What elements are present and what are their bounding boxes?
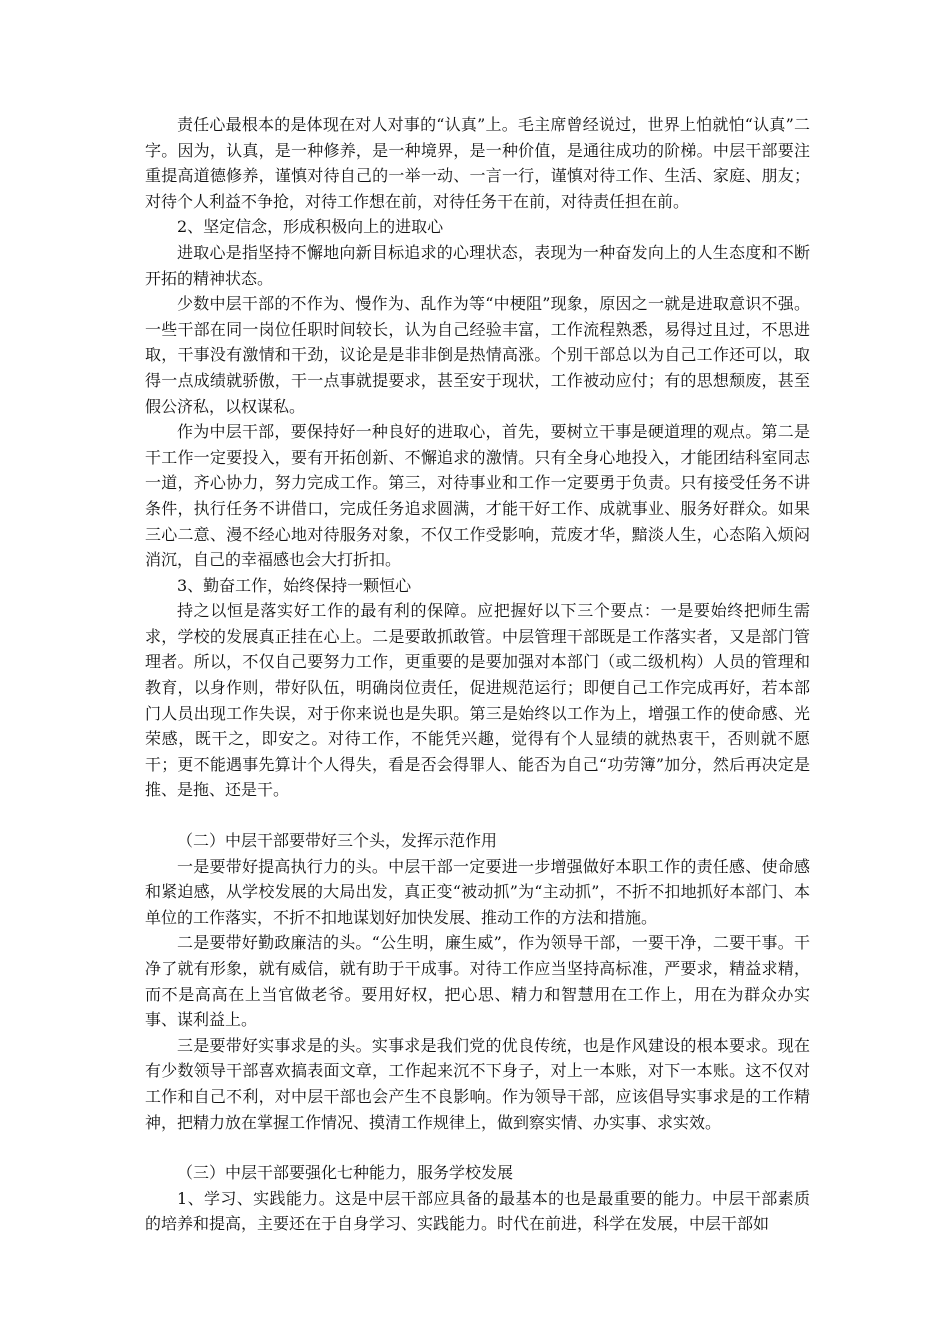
body-paragraph: 作为中层干部，要保持好一种良好的进取心，首先，要树立干事是硬道理的观点。第二是干工作一定要投入，要有开拓创新、不懈追求的激情。只有全身心地投入，才能团结科室同志一道，齐心协力，努力完成工作。第三，对待事业和工作一定要勇于负责。只有接受任务不讲条件，执行任务不讲借口，完成任务追求圆满，才能干好工作、成就事业、服务好群众。如果三心二意、漫不经心地对待服务对象，不仅工作受影响，荒废才华，黯淡人生，心态陷入烦闷消沉，自己的幸福感也会大打折扣。 [145, 422, 810, 570]
section-heading: （二）中层干部要带好三个头，发挥示范作用 [177, 831, 498, 851]
body-paragraph: 责任心最根本的是体现在对人对事的“认真”上。毛主席曾经说过，世界上怕就怕“认真”二字。因为，认真，是一种修养，是一种境界，是一种价值，是通往成功的阶梯。中层干部要注重提高道德修养，谨慎对待自己的一举一动、一言一行，谨慎对待工作、生活、家庭、朋友；对待个人利益不争抢，对待工作想在前，对待任务干在前，对待责任担在前。 [145, 115, 810, 211]
document-body [145, 112, 810, 1237]
body-paragraph: 持之以恒是落实好工作的最有利的保障。应把握好以下三个要点：一是要始终把师生需求，学校的发展真正挂在心上。二是要敢抓敢管。中层管理干部既是工作落实者，又是部门管理者。所以，不仅自己要努力工作，更重要的是要加强对本部门（或二级机构）人员的管理和教育，以身作则，带好队伍，明确岗位责任，促进规范运行；即便自己工作完成再好，若本部门人员出现工作失误，对于你来说也是失职。第三是始终以工作为上，增强工作的使命感、光荣感，既干之，即安之。对待工作，不能凭兴趣，觉得有个人显绩的就热衷干，否则就不愿干；更不能遇事先算计个人得失，看是否会得罪人、能否为自己“功劳簿”加分，然后再决定是推、是拖、还是干。 [145, 601, 810, 800]
body-paragraph: 1、学习、实践能力。这是中层干部应具备的最基本的也是最重要的能力。中层干部素质的培养和提高，主要还在于自身学习、实践能力。时代在前进，科学在发展，中层干部如 [145, 1188, 810, 1234]
body-paragraph: 进取心是指坚持不懈地向新目标追求的心理状态，表现为一种奋发向上的人生态度和不断开拓的精神状态。 [145, 242, 810, 288]
body-paragraph: 一是要带好提高执行力的头。中层干部一定要进一步增强做好本职工作的责任感、使命感和紧迫感，从学校发展的大局出发，真正变“被动抓”为“主动抓”，不折不扣地抓好本部门、本单位的工作落实，不折不扣地谋划好加快发展、推动工作的方法和措施。 [145, 856, 810, 927]
section-heading: （三）中层干部要强化七种能力，服务学校发展 [177, 1163, 514, 1183]
paragraph-gap [145, 1135, 810, 1160]
section-heading: 2、坚定信念，形成积极向上的进取心 [177, 217, 444, 237]
paragraph-gap [145, 803, 810, 828]
body-paragraph: 二是要带好勤政廉洁的头。“公生明，廉生威”，作为领导干部，一要干净，二要干事。干净了就有形象，就有威信，就有助于干成事。对待工作应当坚持高标准，严要求，精益求精，而不是高高在上当官做老爷。要用好权，把心思、精力和智慧用在工作上，用在为群众办实事、谋利益上。 [145, 933, 810, 1030]
body-paragraph: 三是要带好实事求是的头。实事求是我们党的优良传统，也是作风建设的根本要求。现在有少数领导干部喜欢搞表面文章，工作起来沉不下身子，对上一本账，对下一本账。这不仅对工作和自己不利，对中层干部也会产生不良影响。作为领导干部，应该倡导实事求是的工作精神，把精力放在掌握工作情况、摸清工作规律上，做到察实情、办实事、求实效。 [145, 1035, 810, 1132]
section-heading: 3、勤奋工作，始终保持一颗恒心 [177, 575, 412, 595]
body-paragraph: 少数中层干部的不作为、慢作为、乱作为等“中梗阻”现象，原因之一就是进取意识不强。一些干部在同一岗位任职时间较长，认为自己经验丰富，工作流程熟悉，易得过且过，不思进取，干事没有激情和干劲，议论是是非非倒是热情高涨。个别干部总以为自己工作还可以，取得一点成绩就骄傲，干一点事就提要求，甚至安于现状，工作被动应付；有的思想颓废，甚至假公济私，以权谋私。 [145, 294, 810, 416]
